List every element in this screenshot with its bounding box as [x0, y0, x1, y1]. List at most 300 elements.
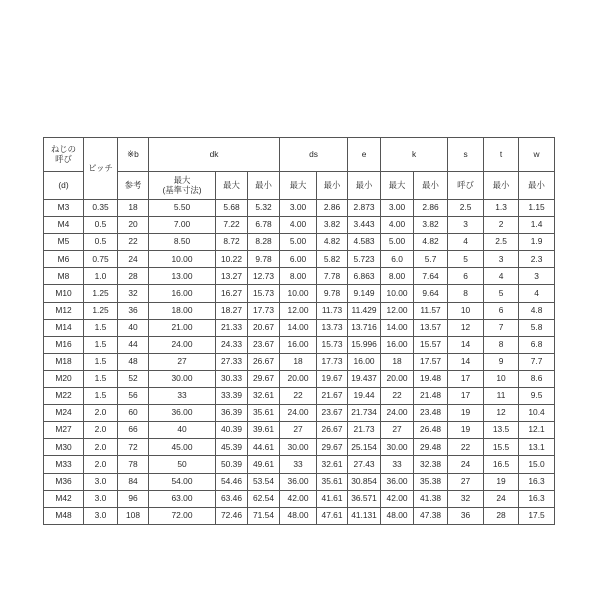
cell-w-min: 15.0	[519, 456, 555, 473]
cell-dk-max: 63.46	[216, 490, 248, 507]
cell-k-min: 29.48	[414, 439, 448, 456]
cell-dk-max: 10.22	[216, 251, 248, 268]
cell-k-max: 12.00	[381, 302, 414, 319]
header-k-min: 最小	[414, 172, 448, 200]
cell-ds-min: 5.82	[317, 251, 348, 268]
cell-k-max: 14.00	[381, 319, 414, 336]
table-row	[44, 302, 555, 319]
cell-s-nominal: 27	[448, 473, 484, 490]
cell-t-min: 2.5	[484, 234, 519, 251]
cell-dk-max: 72.46	[216, 507, 248, 524]
cell-s-nominal: 4	[448, 234, 484, 251]
cell-k-max: 6.0	[381, 251, 414, 268]
cell-k-min: 21.48	[414, 388, 448, 405]
table-row	[44, 268, 555, 285]
cell-k-max: 33	[381, 456, 414, 473]
cell-k-max: 10.00	[381, 285, 414, 302]
cell-ds-max: 24.00	[280, 405, 317, 422]
cell-t-min: 2	[484, 217, 519, 234]
cell-t-min: 13.5	[484, 422, 519, 439]
cell-k-max: 36.00	[381, 473, 414, 490]
cell-ds-min: 4.82	[317, 234, 348, 251]
cell-dk-max: 54.46	[216, 473, 248, 490]
cell-dk-max: 5.68	[216, 200, 248, 217]
header-b: ※b	[118, 138, 149, 172]
cell-w-min: 7.7	[519, 353, 555, 370]
cell-b-ref: 78	[118, 456, 149, 473]
cell-e-min: 25.154	[348, 439, 381, 456]
header-b-reference: 参考	[118, 172, 149, 200]
table-row	[44, 422, 555, 439]
cell-ds-min: 11.73	[317, 302, 348, 319]
cell-dk-max: 30.33	[216, 370, 248, 387]
cell-t-min: 19	[484, 473, 519, 490]
cell-pitch: 2.0	[84, 456, 118, 473]
cell-k-max: 4.00	[381, 217, 414, 234]
spec-table-container	[43, 137, 554, 525]
cell-dk-max: 24.33	[216, 336, 248, 353]
cell-b-ref: 60	[118, 405, 149, 422]
cell-size: M33	[44, 456, 84, 473]
cell-pitch: 0.75	[84, 251, 118, 268]
cell-ds-max: 3.00	[280, 200, 317, 217]
cell-t-min: 6	[484, 302, 519, 319]
cell-pitch: 1.5	[84, 388, 118, 405]
cell-dk-max-std: 21.00	[149, 319, 216, 336]
cell-b-ref: 28	[118, 268, 149, 285]
cell-k-max: 30.00	[381, 439, 414, 456]
cell-dk-min: 20.67	[248, 319, 280, 336]
cell-ds-max: 14.00	[280, 319, 317, 336]
cell-t-min: 4	[484, 268, 519, 285]
cell-size: M42	[44, 490, 84, 507]
cell-t-min: 16.5	[484, 456, 519, 473]
cell-b-ref: 84	[118, 473, 149, 490]
cell-w-min: 17.5	[519, 507, 555, 524]
cell-b-ref: 108	[118, 507, 149, 524]
cell-b-ref: 22	[118, 234, 149, 251]
header-w-min: 最小	[519, 172, 555, 200]
cell-b-ref: 44	[118, 336, 149, 353]
cell-dk-min: 39.61	[248, 422, 280, 439]
table-row	[44, 234, 555, 251]
cell-dk-min: 6.78	[248, 217, 280, 234]
cell-dk-max: 16.27	[216, 285, 248, 302]
cell-w-min: 4.8	[519, 302, 555, 319]
table-row	[44, 507, 555, 524]
cell-size: M18	[44, 353, 84, 370]
cell-dk-min: 5.32	[248, 200, 280, 217]
cell-k-min: 41.38	[414, 490, 448, 507]
cell-s-nominal: 5	[448, 251, 484, 268]
cell-size: M8	[44, 268, 84, 285]
cell-s-nominal: 3	[448, 217, 484, 234]
header-dk-max: 最大	[216, 172, 248, 200]
cell-b-ref: 96	[118, 490, 149, 507]
cell-dk-max-std: 27	[149, 353, 216, 370]
cell-ds-min: 35.61	[317, 473, 348, 490]
cell-k-min: 9.64	[414, 285, 448, 302]
cell-dk-max-std: 18.00	[149, 302, 216, 319]
table-row	[44, 405, 555, 422]
cell-k-min: 3.82	[414, 217, 448, 234]
cell-s-nominal: 17	[448, 370, 484, 387]
cell-dk-max-std: 45.00	[149, 439, 216, 456]
cell-e-min: 27.43	[348, 456, 381, 473]
cell-ds-max: 36.00	[280, 473, 317, 490]
cell-size: M6	[44, 251, 84, 268]
cell-b-ref: 32	[118, 285, 149, 302]
cell-e-min: 19.44	[348, 388, 381, 405]
cell-pitch: 1.5	[84, 319, 118, 336]
header-k-max: 最大	[381, 172, 414, 200]
cell-ds-min: 2.86	[317, 200, 348, 217]
header-t-min: 最小	[484, 172, 519, 200]
cell-k-min: 13.57	[414, 319, 448, 336]
cell-w-min: 1.4	[519, 217, 555, 234]
cell-ds-max: 20.00	[280, 370, 317, 387]
cell-pitch: 1.25	[84, 302, 118, 319]
cell-b-ref: 20	[118, 217, 149, 234]
cell-ds-min: 21.67	[317, 388, 348, 405]
cell-k-min: 2.86	[414, 200, 448, 217]
cell-b-ref: 66	[118, 422, 149, 439]
header-ds-max: 最大	[280, 172, 317, 200]
cell-dk-max-std: 54.00	[149, 473, 216, 490]
table-row	[44, 473, 555, 490]
cell-e-min: 11.429	[348, 302, 381, 319]
cell-ds-max: 42.00	[280, 490, 317, 507]
table-row	[44, 251, 555, 268]
header-nominal-d: (d)	[44, 172, 84, 200]
cell-dk-min: 35.61	[248, 405, 280, 422]
cell-w-min: 1.15	[519, 200, 555, 217]
cell-k-min: 4.82	[414, 234, 448, 251]
header-e-min: 最小	[348, 172, 381, 200]
cell-dk-max: 50.39	[216, 456, 248, 473]
cell-s-nominal: 24	[448, 456, 484, 473]
cell-dk-max-std: 30.00	[149, 370, 216, 387]
cell-dk-min: 23.67	[248, 336, 280, 353]
cell-dk-max-std: 24.00	[149, 336, 216, 353]
cell-e-min: 36.571	[348, 490, 381, 507]
cell-dk-max: 36.39	[216, 405, 248, 422]
cell-s-nominal: 22	[448, 439, 484, 456]
cell-e-min: 5.723	[348, 251, 381, 268]
cell-size: M14	[44, 319, 84, 336]
cell-dk-min: 53.54	[248, 473, 280, 490]
cell-s-nominal: 17	[448, 388, 484, 405]
cell-size: M22	[44, 388, 84, 405]
cell-e-min: 41.131	[348, 507, 381, 524]
header-dk-max-standard: 最大 (基準寸法)	[149, 172, 216, 200]
cell-e-min: 19.437	[348, 370, 381, 387]
cell-pitch: 1.0	[84, 268, 118, 285]
cell-t-min: 11	[484, 388, 519, 405]
cell-ds-min: 3.82	[317, 217, 348, 234]
cell-k-max: 18	[381, 353, 414, 370]
cell-k-max: 27	[381, 422, 414, 439]
cell-w-min: 5.8	[519, 319, 555, 336]
cell-dk-min: 9.78	[248, 251, 280, 268]
cell-e-min: 6.863	[348, 268, 381, 285]
cell-ds-min: 47.61	[317, 507, 348, 524]
cell-k-max: 3.00	[381, 200, 414, 217]
cell-size: M4	[44, 217, 84, 234]
cell-ds-max: 27	[280, 422, 317, 439]
cell-k-min: 32.38	[414, 456, 448, 473]
cell-dk-min: 29.67	[248, 370, 280, 387]
cell-dk-max-std: 8.50	[149, 234, 216, 251]
table-body	[44, 200, 555, 525]
cell-size: M30	[44, 439, 84, 456]
cell-ds-max: 6.00	[280, 251, 317, 268]
header-t: t	[484, 138, 519, 172]
cell-w-min: 6.8	[519, 336, 555, 353]
cell-b-ref: 18	[118, 200, 149, 217]
cell-pitch: 2.0	[84, 405, 118, 422]
cell-size: M10	[44, 285, 84, 302]
cell-ds-max: 12.00	[280, 302, 317, 319]
cell-pitch: 0.5	[84, 234, 118, 251]
cell-ds-max: 33	[280, 456, 317, 473]
cell-dk-min: 71.54	[248, 507, 280, 524]
cell-t-min: 9	[484, 353, 519, 370]
cell-b-ref: 52	[118, 370, 149, 387]
table-row	[44, 353, 555, 370]
cell-t-min: 8	[484, 336, 519, 353]
cell-dk-max-std: 33	[149, 388, 216, 405]
cell-k-max: 8.00	[381, 268, 414, 285]
cell-w-min: 12.1	[519, 422, 555, 439]
table-row	[44, 439, 555, 456]
cell-t-min: 15.5	[484, 439, 519, 456]
cell-k-min: 5.7	[414, 251, 448, 268]
cell-b-ref: 48	[118, 353, 149, 370]
table-row	[44, 200, 555, 217]
cell-e-min: 4.583	[348, 234, 381, 251]
cell-size: M5	[44, 234, 84, 251]
cell-s-nominal: 36	[448, 507, 484, 524]
cell-t-min: 3	[484, 251, 519, 268]
cell-ds-max: 22	[280, 388, 317, 405]
cell-w-min: 10.4	[519, 405, 555, 422]
cell-b-ref: 72	[118, 439, 149, 456]
cell-e-min: 15.996	[348, 336, 381, 353]
cell-k-max: 42.00	[381, 490, 414, 507]
header-row-2	[44, 172, 555, 200]
cell-dk-min: 62.54	[248, 490, 280, 507]
cell-dk-max: 8.72	[216, 234, 248, 251]
cell-w-min: 4	[519, 285, 555, 302]
cell-s-nominal: 14	[448, 336, 484, 353]
cell-w-min: 1.9	[519, 234, 555, 251]
cell-k-max: 5.00	[381, 234, 414, 251]
cell-w-min: 16.3	[519, 473, 555, 490]
cell-k-max: 24.00	[381, 405, 414, 422]
table-row	[44, 285, 555, 302]
cell-ds-max: 48.00	[280, 507, 317, 524]
cell-k-min: 17.57	[414, 353, 448, 370]
cell-pitch: 1.5	[84, 336, 118, 353]
cell-k-min: 35.38	[414, 473, 448, 490]
cell-e-min: 13.716	[348, 319, 381, 336]
cell-s-nominal: 19	[448, 422, 484, 439]
header-w: w	[519, 138, 555, 172]
table-row	[44, 336, 555, 353]
cell-pitch: 1.25	[84, 285, 118, 302]
cell-size: M16	[44, 336, 84, 353]
cell-ds-max: 5.00	[280, 234, 317, 251]
cell-e-min: 30.854	[348, 473, 381, 490]
header-e: e	[348, 138, 381, 172]
cell-dk-max-std: 63.00	[149, 490, 216, 507]
cell-ds-min: 19.67	[317, 370, 348, 387]
cell-ds-min: 15.73	[317, 336, 348, 353]
cell-pitch: 1.5	[84, 353, 118, 370]
cell-ds-max: 4.00	[280, 217, 317, 234]
cell-pitch: 3.0	[84, 473, 118, 490]
cell-size: M36	[44, 473, 84, 490]
table-row	[44, 370, 555, 387]
cell-w-min: 3	[519, 268, 555, 285]
cell-dk-max-std: 5.50	[149, 200, 216, 217]
cell-pitch: 0.35	[84, 200, 118, 217]
cell-dk-min: 26.67	[248, 353, 280, 370]
cell-w-min: 9.5	[519, 388, 555, 405]
cell-w-min: 8.6	[519, 370, 555, 387]
cell-dk-min: 49.61	[248, 456, 280, 473]
dimension-table	[43, 137, 555, 525]
cell-s-nominal: 2.5	[448, 200, 484, 217]
header-pitch: ピッチ	[84, 138, 118, 200]
cell-k-max: 22	[381, 388, 414, 405]
cell-dk-max: 21.33	[216, 319, 248, 336]
cell-pitch: 3.0	[84, 490, 118, 507]
cell-dk-max-std: 7.00	[149, 217, 216, 234]
cell-b-ref: 24	[118, 251, 149, 268]
cell-s-nominal: 14	[448, 353, 484, 370]
cell-k-max: 48.00	[381, 507, 414, 524]
cell-t-min: 24	[484, 490, 519, 507]
cell-k-min: 19.48	[414, 370, 448, 387]
cell-size: M20	[44, 370, 84, 387]
cell-ds-max: 30.00	[280, 439, 317, 456]
cell-dk-max: 33.39	[216, 388, 248, 405]
cell-dk-min: 32.61	[248, 388, 280, 405]
cell-s-nominal: 19	[448, 405, 484, 422]
cell-dk-max: 18.27	[216, 302, 248, 319]
cell-k-min: 15.57	[414, 336, 448, 353]
cell-ds-min: 29.67	[317, 439, 348, 456]
cell-ds-max: 8.00	[280, 268, 317, 285]
cell-k-min: 26.48	[414, 422, 448, 439]
header-k: k	[381, 138, 448, 172]
cell-dk-min: 12.73	[248, 268, 280, 285]
cell-k-min: 7.64	[414, 268, 448, 285]
cell-dk-min: 44.61	[248, 439, 280, 456]
cell-s-nominal: 10	[448, 302, 484, 319]
cell-e-min: 3.443	[348, 217, 381, 234]
cell-dk-max-std: 10.00	[149, 251, 216, 268]
cell-e-min: 21.73	[348, 422, 381, 439]
cell-ds-min: 41.61	[317, 490, 348, 507]
cell-e-min: 16.00	[348, 353, 381, 370]
cell-pitch: 3.0	[84, 507, 118, 524]
cell-dk-max: 13.27	[216, 268, 248, 285]
cell-pitch: 2.0	[84, 439, 118, 456]
cell-w-min: 13.1	[519, 439, 555, 456]
cell-ds-min: 9.78	[317, 285, 348, 302]
cell-ds-min: 32.61	[317, 456, 348, 473]
cell-s-nominal: 6	[448, 268, 484, 285]
cell-ds-max: 16.00	[280, 336, 317, 353]
cell-e-min: 2.873	[348, 200, 381, 217]
cell-dk-max: 45.39	[216, 439, 248, 456]
cell-k-max: 16.00	[381, 336, 414, 353]
cell-e-min: 21.734	[348, 405, 381, 422]
header-ds-min: 最小	[317, 172, 348, 200]
cell-k-min: 23.48	[414, 405, 448, 422]
cell-dk-max-std: 16.00	[149, 285, 216, 302]
cell-b-ref: 40	[118, 319, 149, 336]
cell-ds-min: 26.67	[317, 422, 348, 439]
cell-b-ref: 36	[118, 302, 149, 319]
cell-k-max: 20.00	[381, 370, 414, 387]
cell-pitch: 2.0	[84, 422, 118, 439]
cell-size: M24	[44, 405, 84, 422]
header-s: s	[448, 138, 484, 172]
header-dk: dk	[149, 138, 280, 172]
cell-s-nominal: 32	[448, 490, 484, 507]
cell-dk-max-std: 13.00	[149, 268, 216, 285]
cell-k-min: 11.57	[414, 302, 448, 319]
cell-size: M48	[44, 507, 84, 524]
cell-s-nominal: 8	[448, 285, 484, 302]
cell-size: M27	[44, 422, 84, 439]
table-row	[44, 456, 555, 473]
cell-s-nominal: 12	[448, 319, 484, 336]
cell-dk-max-std: 72.00	[149, 507, 216, 524]
cell-ds-min: 13.73	[317, 319, 348, 336]
cell-dk-min: 15.73	[248, 285, 280, 302]
cell-dk-max: 40.39	[216, 422, 248, 439]
cell-t-min: 7	[484, 319, 519, 336]
cell-dk-min: 17.73	[248, 302, 280, 319]
cell-dk-max-std: 40	[149, 422, 216, 439]
cell-t-min: 12	[484, 405, 519, 422]
cell-w-min: 16.3	[519, 490, 555, 507]
header-dk-min: 最小	[248, 172, 280, 200]
cell-ds-max: 18	[280, 353, 317, 370]
cell-size: M3	[44, 200, 84, 217]
header-row-1	[44, 138, 555, 172]
cell-e-min: 9.149	[348, 285, 381, 302]
table-row	[44, 490, 555, 507]
cell-ds-min: 23.67	[317, 405, 348, 422]
cell-ds-max: 10.00	[280, 285, 317, 302]
cell-size: M12	[44, 302, 84, 319]
cell-dk-min: 8.28	[248, 234, 280, 251]
cell-t-min: 1.3	[484, 200, 519, 217]
cell-ds-min: 17.73	[317, 353, 348, 370]
cell-dk-max-std: 50	[149, 456, 216, 473]
cell-pitch: 0.5	[84, 217, 118, 234]
header-s-nominal: 呼び	[448, 172, 484, 200]
cell-w-min: 2.3	[519, 251, 555, 268]
cell-k-min: 47.38	[414, 507, 448, 524]
cell-b-ref: 56	[118, 388, 149, 405]
